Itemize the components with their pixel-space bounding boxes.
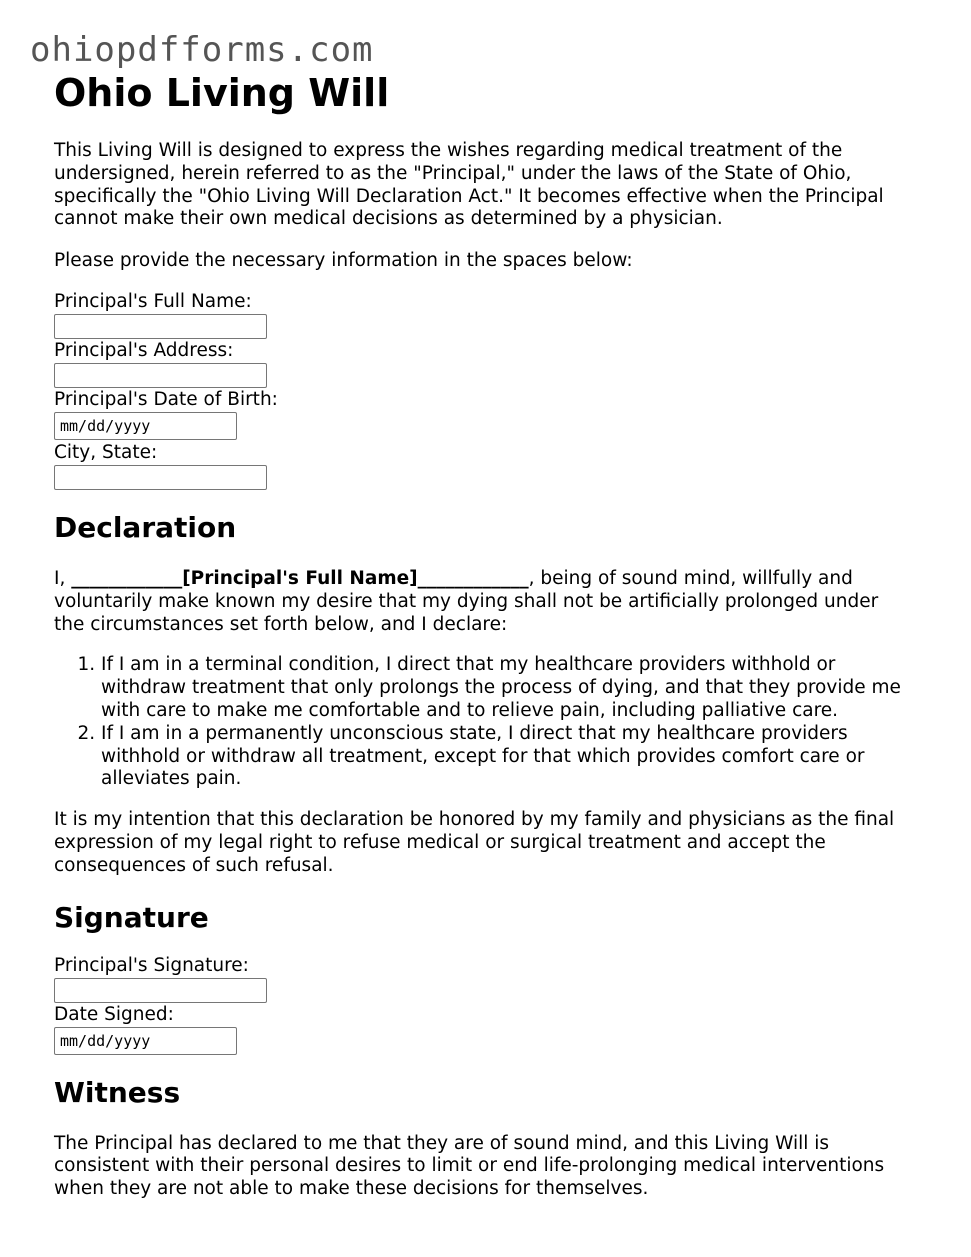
- signature-form: [54, 955, 914, 1055]
- document-page: [54, 68, 914, 1201]
- principal-name-blank: ____________[Principal's Full Name]____________: [71, 567, 529, 589]
- signature-heading: Signature: [54, 900, 209, 934]
- site-watermark: ohiopdfforms.com: [30, 30, 374, 70]
- date-signed-input[interactable]: mm/dd/yyyy: [54, 1027, 237, 1055]
- city-state-input[interactable]: [54, 465, 267, 490]
- signature-label: Principal's Signature:: [54, 954, 249, 976]
- date-signed-label: Date Signed:: [54, 1003, 174, 1025]
- list-item: 2. If I am in a permanently unconscious state, I direct that my healthcare providers withhold or withdraw all treatment, except for that which provides comfort care or alleviates pain.: [101, 723, 914, 791]
- principal-info-form: [54, 291, 914, 490]
- instructions-text: Please provide the necessary information in the spaces below:: [54, 250, 633, 272]
- city-state-label: City, State:: [54, 441, 158, 463]
- signature-input[interactable]: [54, 978, 267, 1003]
- witness-paragraph: The Principal has declared to me that they are of sound mind, and this Living Will is consistent with their personal desires to limit or end life-prolonging medical interventions when they are not able to make these decisions for themselves.: [54, 1132, 885, 1200]
- full-name-input[interactable]: [54, 314, 267, 339]
- list-item: 1. If I am in a terminal condition, I direct that my healthcare providers withhold or withdraw treatment that only prolongs the process of dying, and that they provide me with care to make me comfortable and to relieve pain, including palliative care.: [101, 654, 914, 722]
- dob-date-input[interactable]: mm/dd/yyyy: [54, 412, 237, 440]
- declaration-list: [54, 654, 914, 791]
- witness-heading: Witness: [54, 1075, 181, 1109]
- page-title: Ohio Living Will: [54, 71, 390, 115]
- declaration-paragraph: [54, 568, 914, 636]
- address-label: Principal's Address:: [54, 339, 234, 361]
- dob-label: Principal's Date of Birth:: [54, 388, 278, 410]
- intention-paragraph: It is my intention that this declaration be honored by my family and physicians as the final expression of my legal right to refuse medical or surgical treatment and accept the consequences of such refusal.: [54, 809, 895, 876]
- intro-paragraph: This Living Will is designed to express the wishes regarding medical treatment of the undersigned, herein referred to as the "Principal," under the laws of the State of Ohio, specifically the "Ohio Living Will Declaration Act." It becomes effective when the Principal cannot make their own medical decisions as determined by a physician.: [54, 140, 884, 230]
- declaration-prefix: I,: [54, 567, 72, 589]
- address-input[interactable]: [54, 363, 267, 388]
- declaration-heading: Declaration: [54, 510, 237, 544]
- declaration-suffix: , being of sound mind, willfully and voluntarily make known my desire that my dying shall not be artificially prolonged under the circumstances set forth below, and I declare:: [54, 567, 879, 635]
- full-name-label: Principal's Full Name:: [54, 290, 252, 312]
